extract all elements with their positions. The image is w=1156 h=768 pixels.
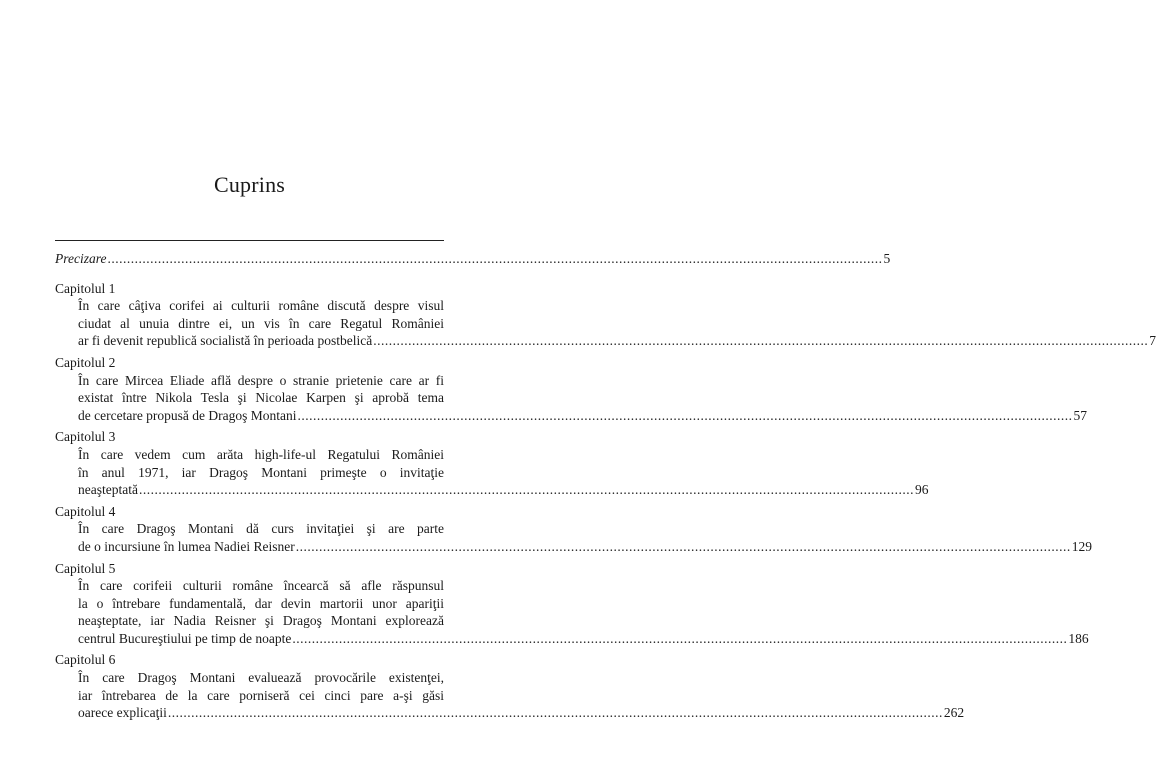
- chapter-description: [78, 446, 929, 499]
- chapter-title: Capitolul 3: [55, 429, 116, 445]
- toc-chapter-entry[interactable]: [55, 651, 965, 721]
- dot-leader: ........................................................................................................................................................................................................: [167, 705, 943, 721]
- chapter-title: Capitolul 4: [55, 503, 116, 519]
- chapter-description-line: În care Mircea Eliade află despre o stranie prietenie care ar fi: [78, 372, 444, 388]
- toc-entry-intro[interactable]: [55, 250, 891, 268]
- toc-chapter-entry[interactable]: [55, 280, 1156, 350]
- chapter-description-last-line: [78, 407, 1088, 425]
- toc-chapter-entry[interactable]: [55, 560, 1089, 648]
- chapter-description-line: de cercetare propusă de Dragoş Montani: [78, 407, 297, 423]
- dot-leader: ........................................................................................................................................................................................................: [138, 482, 914, 498]
- chapter-description-last-line: [78, 538, 1092, 556]
- chapter-description-line: În care vedem cum arăta high-life-ul Regatului României: [78, 446, 444, 462]
- page-title: Cuprins: [213, 172, 286, 197]
- chapter-description: [78, 577, 1089, 647]
- chapter-description-line: În care câţiva corifei ai culturii române discută despre visul: [78, 298, 444, 314]
- chapter-description-line: ar fi devenit republică socialistă în perioada postbelică: [78, 333, 373, 349]
- chapter-description-last-line: [78, 704, 965, 722]
- chapter-description-last-line: [78, 332, 1156, 350]
- chapter-description-line: în anul 1971, iar Dragoş Montani primeşte o invitaţie: [78, 464, 444, 480]
- chapter-description-last-line: [78, 481, 929, 499]
- chapter-description-line: În care Dragoş Montani evaluează provocările existenţei,: [78, 670, 444, 686]
- dot-leader: ........................................................................................................................................................................................................: [297, 407, 1073, 423]
- chapter-description-line: la o întrebare fundamentală, dar devin martorii unor apariţii: [78, 595, 444, 611]
- chapter-description: [78, 372, 1088, 425]
- chapter-title: Capitolul 2: [55, 354, 116, 370]
- chapter-description-line: În care Dragoş Montani dă curs invitaţiei şi are parte: [78, 521, 444, 537]
- toc-page-number: 5: [883, 251, 891, 266]
- toc-page-number: 96: [914, 482, 929, 498]
- chapter-title: Capitolul 6: [55, 652, 116, 668]
- chapter-description-line: iar întrebarea de la care porniseră cei cinci pare a-şi găsi: [78, 687, 444, 703]
- chapter-description-line: centrul Bucureştiului pe timp de noapte: [78, 630, 292, 646]
- toc-entry-label: Precizare: [55, 251, 107, 266]
- chapter-description-line: oarece explicaţii: [78, 705, 167, 721]
- toc-chapter-entry[interactable]: [55, 428, 929, 498]
- chapter-title: Capitolul 1: [55, 280, 116, 296]
- chapter-description-line: neaşteptate, iar Nadia Reisner şi Dragoş Montani explorează: [78, 613, 444, 629]
- chapter-description-line: neaşteptată: [78, 482, 138, 498]
- chapter-description: [78, 520, 1092, 555]
- chapter-description: [78, 669, 965, 722]
- dot-leader: ........................................................................................................................................................................................................: [107, 251, 883, 266]
- chapter-description-line: existat între Nikola Tesla şi Nicolae Karpen şi aprobă tema: [78, 390, 444, 406]
- dot-leader: ........................................................................................................................................................................................................: [373, 333, 1149, 349]
- chapter-description-last-line: [78, 630, 1089, 648]
- toc-chapter-entry[interactable]: [55, 503, 1092, 556]
- toc-page-number: 7: [1149, 333, 1156, 349]
- chapter-description-line: În care corifeii culturii române încearcă să afle răspunsul: [78, 578, 444, 594]
- chapter-description: [78, 297, 1156, 350]
- toc-page-number: 129: [1071, 538, 1092, 554]
- chapter-list: [55, 280, 1156, 722]
- divider: [55, 240, 444, 241]
- chapter-title: Capitolul 5: [55, 560, 116, 576]
- toc-page-number: 262: [943, 705, 965, 721]
- chapter-description-line: de o incursiune în lumea Nadiei Reisner: [78, 538, 295, 554]
- toc-chapter-entry[interactable]: [55, 354, 1088, 424]
- dot-leader: ........................................................................................................................................................................................................: [292, 630, 1068, 646]
- table-of-contents: [55, 250, 1156, 726]
- toc-page-number: 186: [1068, 630, 1089, 646]
- chapter-description-line: ciudat al unuia dintre ei, un vis în care Regatul României: [78, 315, 444, 331]
- dot-leader: ........................................................................................................................................................................................................: [295, 538, 1071, 554]
- toc-page-number: 57: [1073, 407, 1088, 423]
